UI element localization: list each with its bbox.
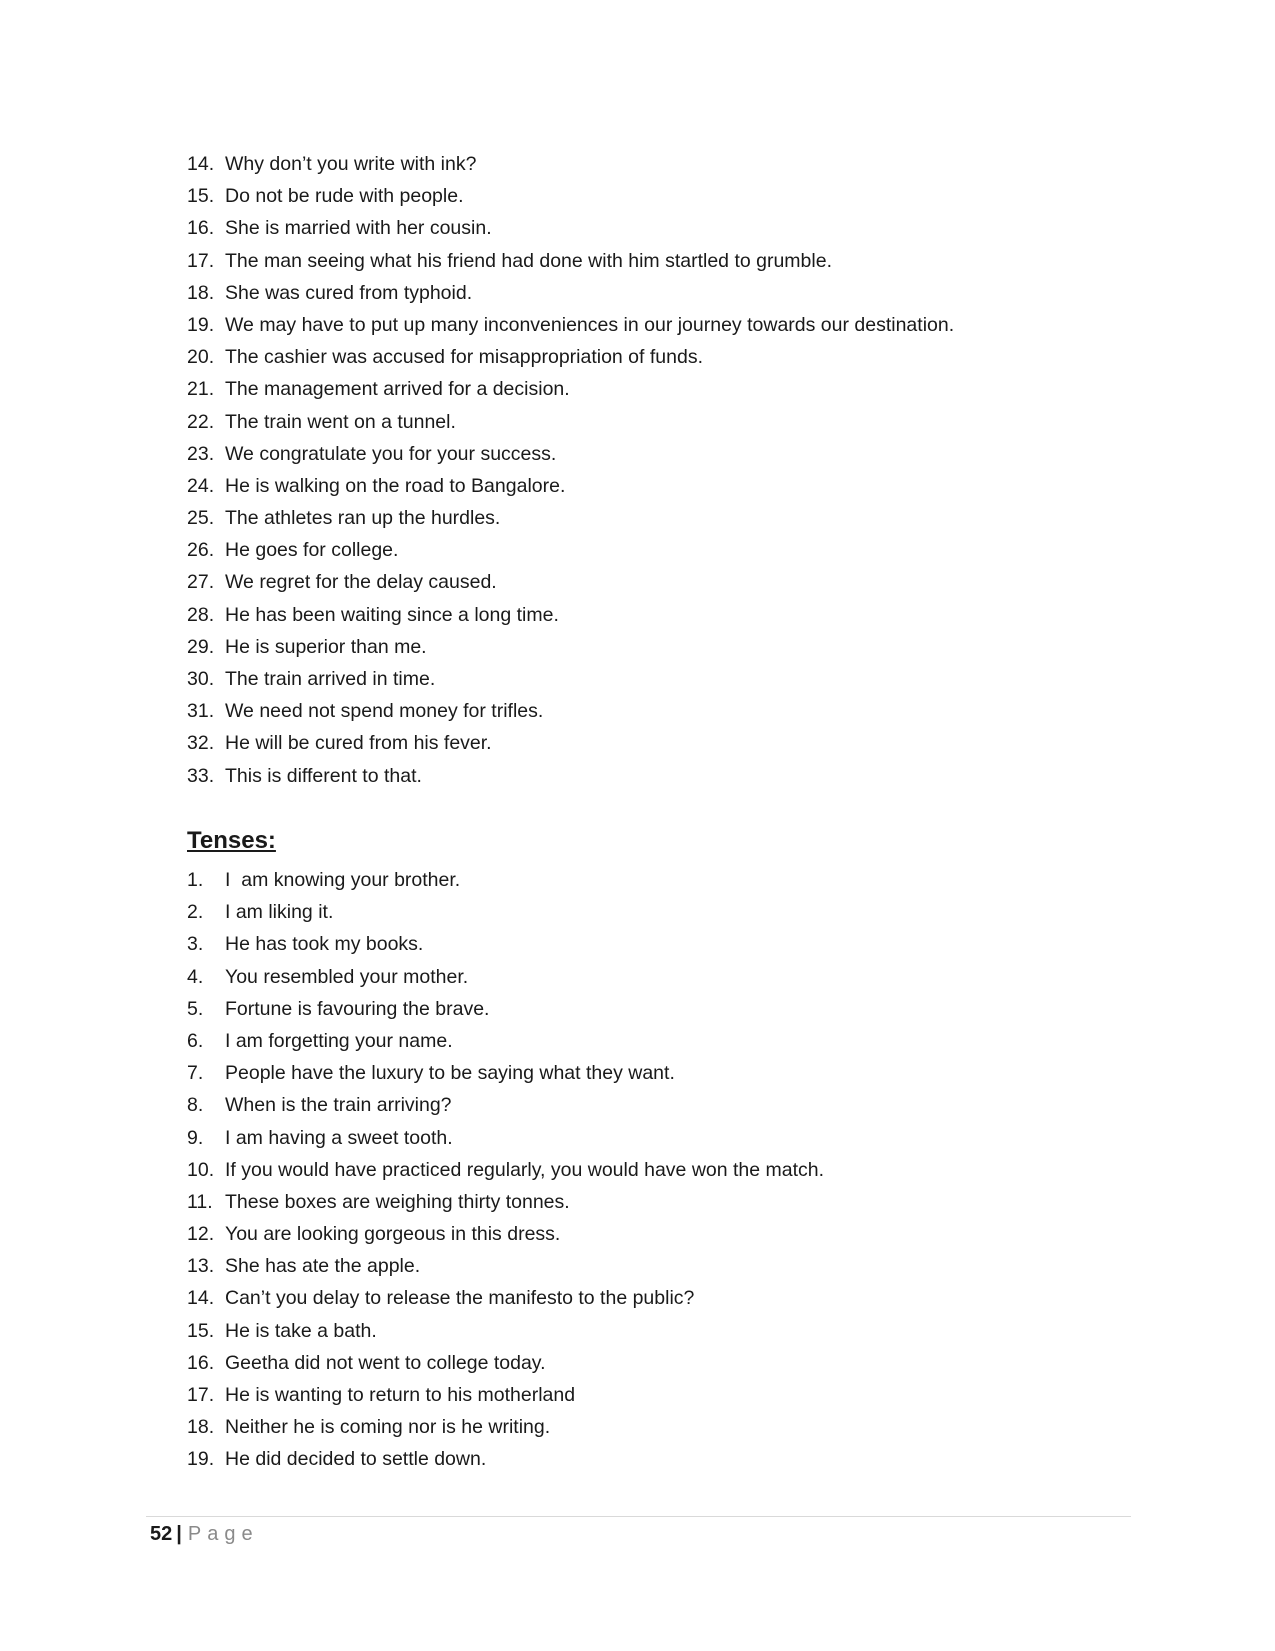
- item-number: 23.: [187, 442, 215, 465]
- list-item: [187, 1154, 824, 1186]
- page-footer: [150, 1520, 259, 1548]
- item-number: 1.: [187, 869, 204, 891]
- item-text: This is different to that.: [225, 764, 422, 787]
- item-number: 16.: [187, 217, 215, 240]
- list-item: [187, 470, 954, 502]
- item-number: 28.: [187, 603, 215, 626]
- list-item: [187, 1250, 824, 1282]
- item-text: Fortune is favouring the brave.: [225, 997, 490, 1020]
- list-item: [187, 566, 954, 598]
- item-text: She is married with her cousin.: [225, 217, 492, 240]
- item-number: 13.: [187, 1255, 215, 1278]
- list-item: [187, 1315, 824, 1347]
- list-item: [187, 1347, 824, 1379]
- item-number: 12.: [187, 1223, 215, 1246]
- item-number: 8.: [187, 1094, 204, 1117]
- item-text: Can’t you delay to release the manifesto to the public?: [225, 1287, 695, 1310]
- item-number: 32.: [187, 732, 215, 755]
- page-number: 52: [150, 1523, 173, 1545]
- item-text: We need not spend money for trifles.: [225, 700, 544, 723]
- item-text: He will be cured from his fever.: [225, 732, 492, 755]
- item-number: 7.: [187, 1062, 204, 1085]
- list-item: [187, 1122, 824, 1154]
- footer-divider: [146, 1516, 1131, 1517]
- item-number: 24.: [187, 474, 215, 497]
- list-item: [187, 309, 954, 341]
- item-text: He is superior than me.: [225, 635, 427, 658]
- item-text: The athletes ran up the hurdles.: [225, 507, 501, 530]
- list-item: [187, 534, 954, 566]
- list-item: [187, 1186, 824, 1218]
- tenses-heading: Tenses:: [187, 827, 276, 854]
- item-text: You are looking gorgeous in this dress.: [225, 1223, 561, 1246]
- item-number: 4.: [187, 965, 204, 988]
- page-label: Page: [187, 1523, 259, 1545]
- item-text: He is take a bath.: [225, 1319, 377, 1342]
- item-number: 3.: [187, 933, 204, 956]
- list-item: [187, 1379, 824, 1411]
- list-item: [187, 864, 824, 896]
- item-text: Why don’t you write with ink?: [225, 153, 477, 175]
- list-item: [187, 599, 954, 631]
- item-number: 33.: [187, 764, 215, 787]
- item-number: 31.: [187, 700, 215, 723]
- item-text: I am having a sweet tooth.: [225, 1126, 453, 1149]
- tenses-sentences-list: [187, 864, 824, 1476]
- item-number: 19.: [187, 313, 215, 336]
- list-item: [187, 148, 954, 180]
- item-number: 14.: [187, 1287, 215, 1310]
- list-item: [187, 502, 954, 534]
- item-number: 14.: [187, 153, 215, 175]
- list-item: [187, 373, 954, 405]
- list-item: [187, 212, 954, 244]
- list-item: [187, 341, 954, 373]
- list-item: [187, 695, 954, 727]
- list-item: [187, 1218, 824, 1250]
- item-text: She was cured from typhoid.: [225, 281, 473, 304]
- item-number: 30.: [187, 668, 215, 690]
- list-item: [187, 1411, 824, 1443]
- list-item: [187, 631, 954, 663]
- item-number: 15.: [187, 185, 215, 208]
- item-text: He goes for college.: [225, 539, 399, 562]
- list-item: [187, 928, 824, 960]
- list-item: [187, 1282, 824, 1314]
- item-number: 19.: [187, 1448, 215, 1471]
- list-item: [187, 1057, 824, 1089]
- item-text: I am forgetting your name.: [225, 1029, 453, 1052]
- list-item: [187, 727, 954, 759]
- list-item: [187, 180, 954, 212]
- item-number: 25.: [187, 507, 215, 530]
- item-number: 5.: [187, 997, 204, 1020]
- item-text: We congratulate you for your success.: [225, 442, 557, 465]
- list-item: [187, 406, 954, 438]
- item-number: 26.: [187, 539, 215, 562]
- item-number: 15.: [187, 1319, 215, 1342]
- item-text: I am liking it.: [225, 901, 334, 924]
- item-text: Neither he is coming nor is he writing.: [225, 1416, 551, 1439]
- item-text: These boxes are weighing thirty tonnes.: [225, 1190, 570, 1213]
- item-text: The train arrived in time.: [225, 668, 436, 690]
- item-text: He is walking on the road to Bangalore.: [225, 474, 566, 497]
- item-text: We may have to put up many inconveniences in our journey towards our destination.: [225, 313, 955, 336]
- item-text: When is the train arriving?: [225, 1094, 452, 1117]
- list-item: [187, 760, 954, 792]
- item-text: Do not be rude with people.: [225, 185, 464, 208]
- item-number: 20.: [187, 346, 215, 369]
- list-item: [187, 277, 954, 309]
- item-text: He is wanting to return to his motherland: [225, 1384, 576, 1406]
- item-number: 22.: [187, 410, 215, 433]
- list-item: [187, 663, 954, 695]
- item-number: 9.: [187, 1126, 204, 1149]
- item-text: The management arrived for a decision.: [225, 378, 570, 401]
- error-sentences-list-continued: [187, 148, 954, 792]
- item-text: If you would have practiced regularly, you would have won the match.: [225, 1158, 825, 1181]
- item-number: 17.: [187, 1384, 215, 1406]
- list-item: [187, 438, 954, 470]
- item-text: People have the luxury to be saying what they want.: [225, 1062, 675, 1085]
- item-text: You resembled your mother.: [225, 965, 469, 988]
- item-number: 29.: [187, 635, 215, 658]
- item-text: I am knowing your brother.: [225, 869, 461, 891]
- footer-separator: |: [176, 1523, 182, 1545]
- list-item: [187, 1089, 824, 1121]
- list-item: [187, 993, 824, 1025]
- item-number: 16.: [187, 1351, 215, 1374]
- list-item: [187, 1443, 824, 1475]
- list-item: [187, 961, 824, 993]
- item-text: The cashier was accused for misappropriation of funds.: [225, 346, 703, 369]
- item-number: 21.: [187, 378, 215, 401]
- item-text: He did decided to settle down.: [225, 1448, 487, 1471]
- item-text: He has been waiting since a long time.: [225, 603, 559, 626]
- item-text: Geetha did not went to college today.: [225, 1351, 546, 1374]
- item-number: 11.: [187, 1190, 213, 1213]
- list-item: [187, 1025, 824, 1057]
- list-item: [187, 245, 954, 277]
- item-number: 18.: [187, 281, 215, 304]
- item-text: The man seeing what his friend had done with him startled to grumble.: [225, 249, 832, 272]
- item-number: 6.: [187, 1029, 204, 1052]
- item-number: 27.: [187, 571, 215, 594]
- item-number: 17.: [187, 249, 215, 272]
- list-item: [187, 896, 824, 928]
- item-number: 18.: [187, 1416, 215, 1439]
- item-number: 2.: [187, 901, 204, 924]
- item-text: She has ate the apple.: [225, 1255, 421, 1278]
- item-number: 10.: [187, 1158, 215, 1181]
- item-text: The train went on a tunnel.: [225, 410, 456, 433]
- item-text: He has took my books.: [225, 933, 424, 956]
- item-text: We regret for the delay caused.: [225, 571, 497, 594]
